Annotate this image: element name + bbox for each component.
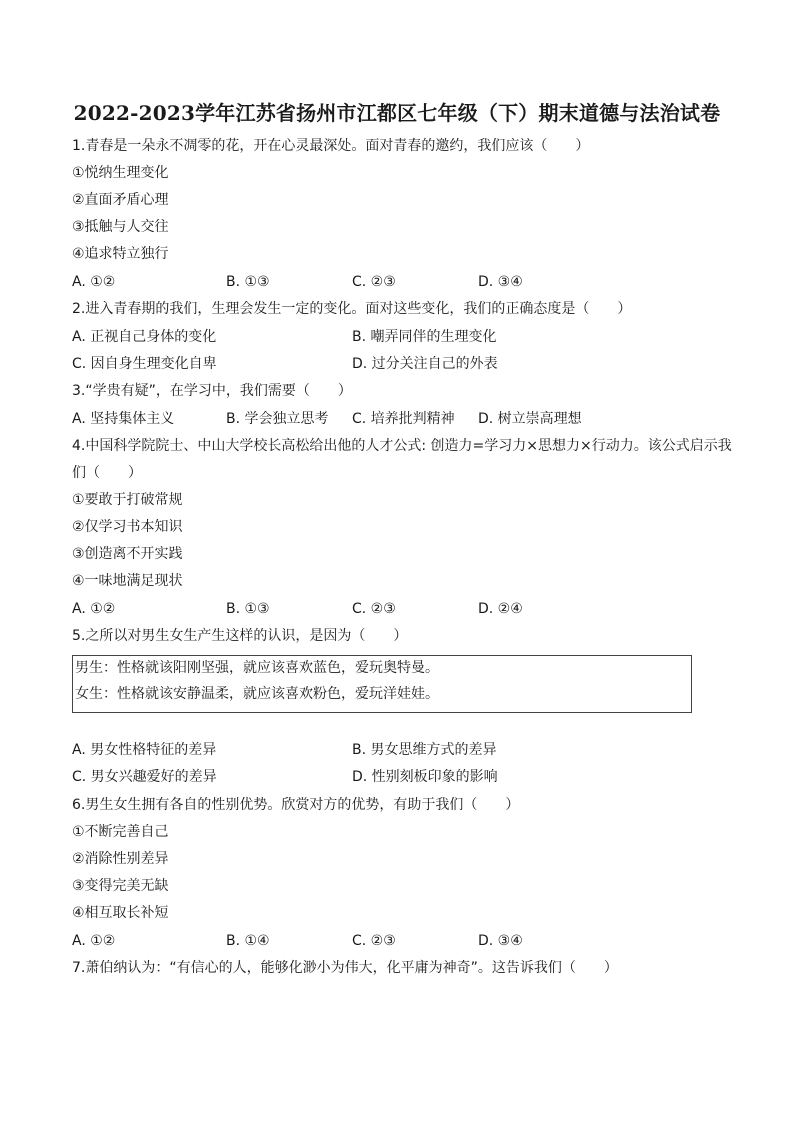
q2-option-a: A. 正视自己身体的变化	[72, 329, 217, 345]
material-line-girls: 女生：性格就该安静温柔，就应该喜欢粉色，爱玩洋娃娃。	[75, 686, 439, 702]
q3-option-c: C. 培养批判精神	[352, 411, 455, 427]
q1-statement-2: ②直面矛盾心理	[72, 192, 169, 208]
q6-statement-4: ④相互取长补短	[72, 905, 169, 921]
q1-option-d: D. ③④	[478, 274, 523, 290]
exam-title: 2022-2023学年江苏省扬州市江都区七年级（下）期末道德与法治试卷	[73, 101, 721, 125]
q6-option-a: A. ①②	[72, 933, 116, 949]
q6-option-c: C. ②③	[352, 933, 396, 949]
q5-option-d: D. 性别刻板印象的影响	[352, 769, 498, 785]
question-3-stem: 3.“学贵有疑”，在学习中，我们需要（ ）	[72, 383, 352, 399]
q1-option-c: C. ②③	[352, 274, 396, 290]
question-1-stem: 1.青春是一朵永不凋零的花，开在心灵最深处。面对青春的邀约，我们应该（ ）	[72, 138, 590, 154]
q4-statement-1: ①要敢于打破常规	[72, 492, 183, 508]
q6-statement-2: ②消除性别差异	[72, 851, 169, 867]
q4-statement-3: ③创造离不开实践	[72, 546, 183, 562]
q4-statement-4: ④一味地满足现状	[72, 573, 183, 589]
q1-statement-3: ③抵触与人交往	[72, 219, 169, 235]
q4-option-b: B. ①③	[226, 601, 270, 617]
q3-option-a: A. 坚持集体主义	[72, 411, 175, 427]
material-box	[72, 655, 692, 713]
q1-statement-4: ④追求特立独行	[72, 246, 169, 262]
question-6-stem: 6.男生女生拥有各自的性别优势。欣赏对方的优势，有助于我们（ ）	[72, 797, 520, 813]
question-5-stem: 5.之所以对男生女生产生这样的认识，是因为（ ）	[72, 628, 408, 644]
q4-option-c: C. ②③	[352, 601, 396, 617]
question-4-stem-cont: 们（ ）	[72, 465, 142, 481]
q4-option-a: A. ①②	[72, 601, 116, 617]
q5-option-c: C. 男女兴趣爱好的差异	[72, 769, 217, 785]
question-4-stem: 4.中国科学院院士、中山大学校长高松给出他的人才公式: 创造力=学习力×思想力×行动力。该公式启示我	[72, 438, 732, 454]
q2-option-d: D. 过分关注自己的外表	[352, 356, 498, 372]
question-7-stem: 7.萧伯纳认为：“有信心的人，能够化渺小为伟大，化平庸为神奇”。这告诉我们（ ）	[72, 960, 618, 976]
material-line-boys: 男生：性格就该阳刚坚强，就应该喜欢蓝色，爱玩奥特曼。	[75, 660, 439, 676]
q2-option-b: B. 嘲弄同伴的生理变化	[352, 329, 497, 345]
q3-option-d: D. 树立崇高理想	[478, 411, 582, 427]
q5-option-a: A. 男女性格特征的差异	[72, 742, 217, 758]
q6-option-d: D. ③④	[478, 933, 523, 949]
q6-statement-3: ③变得完美无缺	[72, 878, 169, 894]
q6-statement-1: ①不断完善自己	[72, 824, 169, 840]
q3-option-b: B. 学会独立思考	[226, 411, 329, 427]
question-2-stem: 2.进入青春期的我们，生理会发生一定的变化。面对这些变化，我们的正确态度是（ ）	[72, 301, 632, 317]
q1-option-a: A. ①②	[72, 274, 116, 290]
q2-option-c: C. 因自身生理变化自卑	[72, 356, 217, 372]
q1-statement-1: ①悦纳生理变化	[72, 165, 169, 181]
q4-option-d: D. ②④	[478, 601, 523, 617]
q6-option-b: B. ①④	[226, 933, 270, 949]
q4-statement-2: ②仅学习书本知识	[72, 519, 183, 535]
q5-option-b: B. 男女思维方式的差异	[352, 742, 497, 758]
q1-option-b: B. ①③	[226, 274, 270, 290]
